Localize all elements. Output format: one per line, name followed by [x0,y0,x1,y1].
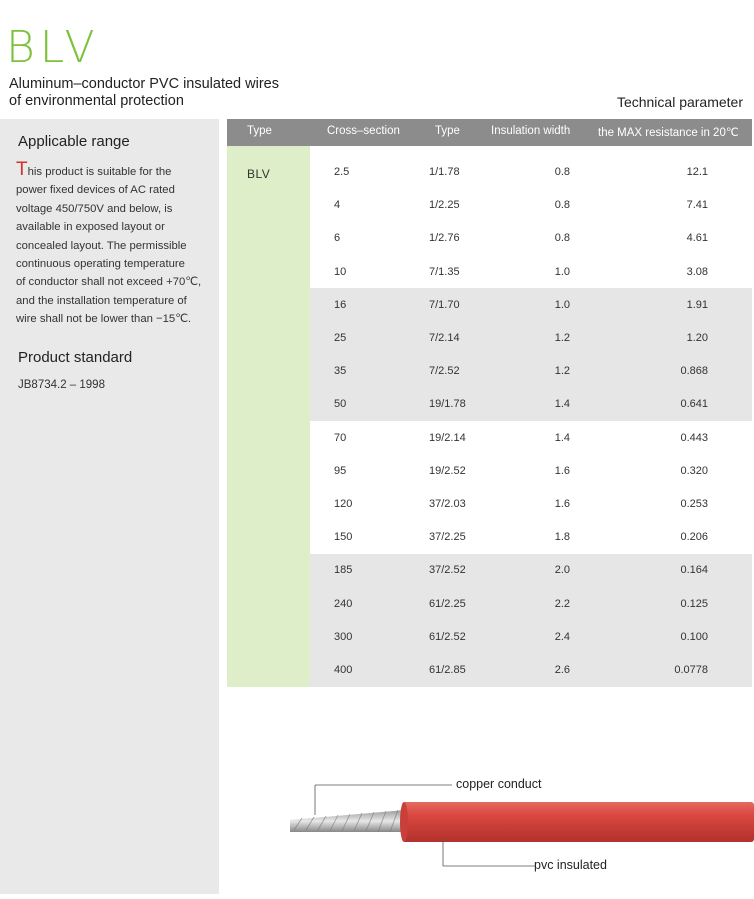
header-type: Type [247,125,272,137]
cell-cross-section: 185 [334,564,353,577]
cell-max-resistance: 0.100 [680,630,708,643]
cell-cross-section: 240 [334,597,353,610]
applicable-range-heading: Applicable range [18,133,130,150]
cell-max-resistance: 0.253 [680,498,708,510]
cell-insulation-width: 2.6 [554,664,570,676]
cell-cross-section: 70 [334,431,347,444]
type-column [227,146,310,687]
cell-max-resistance: 0.206 [680,531,708,544]
intro-line: wire shall not be lower than −15℃. [16,313,192,326]
cell-cross-section: 4 [334,199,341,212]
pvc-insulated-label: pvc insulated [534,858,607,872]
cell-insulation-width: 2.4 [554,630,570,643]
cell-insulation-width: 0.8 [554,166,570,178]
cable-diagram [230,760,754,894]
cell-max-resistance: 0.125 [680,597,708,610]
cell-cross-section: 95 [334,464,347,477]
header-cross-section: Cross–section [327,125,400,137]
cell-type: 7/2.14 [429,332,460,344]
cell-insulation-width: 1.8 [554,531,570,544]
cell-cross-section: 300 [334,630,353,643]
intro-line: concealed layout. The permissible [16,239,187,252]
cell-max-resistance: 0.443 [680,431,708,444]
cell-insulation-width: 0.8 [554,199,570,212]
cell-type: 1/1.78 [429,166,460,178]
cell-max-resistance: 0.868 [680,365,708,378]
cell-max-resistance: 12.1 [686,166,708,178]
cell-cross-section: 16 [334,298,347,311]
cell-type: 1/2.76 [429,232,460,245]
cell-type: 19/2.52 [429,464,466,477]
cell-type: 7/2.52 [429,365,460,378]
cell-max-resistance: 1.91 [686,298,708,311]
cell-type: 61/2.25 [429,597,466,610]
cell-type: 37/2.25 [429,531,466,544]
cell-max-resistance: 4.61 [686,232,708,245]
cell-type: 61/2.85 [429,664,466,676]
subtitle-line-2: of environmental protection [9,93,184,109]
cell-max-resistance: 0.0778 [674,664,708,676]
cell-cross-section: 35 [334,365,347,378]
intro-line: and the installation temperature of [16,294,187,307]
cell-max-resistance: 3.08 [686,265,708,278]
pvc-insulation [402,802,754,842]
cell-type: 37/2.52 [429,564,466,577]
cell-type: 19/2.14 [429,431,466,444]
cell-insulation-width: 1.2 [554,332,570,344]
cell-insulation-width: 1.0 [554,298,570,311]
subtitle-line-1: Aluminum–conductor PVC insulated wires [9,76,279,92]
product-standard-heading: Product standard [18,349,133,366]
cell-max-resistance: 0.641 [680,398,708,411]
header-max-resistance: the MAX resistance in 20℃ [598,127,739,139]
product-subtitle [9,76,279,110]
cell-type: 61/2.52 [429,630,466,643]
header-type-2: Type [435,125,460,137]
cell-insulation-width: 1.4 [554,398,570,411]
copper-conduct-label: copper conduct [456,777,542,791]
intro-line: power fixed devices of AC rated [16,184,175,197]
cell-max-resistance: 0.164 [680,564,708,577]
intro-line: available in exposed layout or [16,221,165,234]
cell-cross-section: 400 [334,664,353,676]
cell-cross-section: 150 [334,531,353,544]
sidebar [0,119,219,894]
intro-line: of conductor shall not exceed +70℃, [16,276,202,289]
cell-cross-section: 10 [334,265,347,278]
table-header [227,119,752,146]
cell-type: 37/2.03 [429,498,466,510]
cell-cross-section: 120 [334,498,353,510]
intro-line [16,159,212,181]
cell-cross-section: 6 [334,232,341,245]
product-title: BLV [6,22,100,73]
drop-cap: T [16,159,28,180]
cell-max-resistance: 1.20 [686,332,708,344]
cell-type: 7/1.70 [429,298,460,311]
type-value: BLV [247,167,271,181]
cell-cross-section: 50 [334,398,347,411]
intro-line: voltage 450/750V and below, is [16,202,173,215]
cell-insulation-width: 2.2 [554,597,570,610]
cell-cross-section: 2.5 [334,166,350,178]
cell-insulation-width: 1.0 [554,265,570,278]
cell-type: 1/2.25 [429,199,460,212]
cell-max-resistance: 0.320 [680,464,708,477]
cell-insulation-width: 1.6 [554,498,570,510]
product-standard-value: JB8734.2 – 1998 [18,379,105,391]
cell-insulation-width: 1.2 [554,365,570,378]
intro-line: continuous operating temperature [16,258,185,271]
cell-insulation-width: 1.4 [554,431,570,444]
header-insulation-width: Insulation width [491,125,571,137]
technical-parameter-heading: Technical parameter [616,94,743,110]
cell-max-resistance: 7.41 [686,199,708,212]
cell-type: 7/1.35 [429,265,460,278]
cell-cross-section: 25 [334,332,347,344]
applicable-range-text [16,159,212,329]
cell-insulation-width: 0.8 [554,232,570,245]
cell-insulation-width: 1.6 [554,464,570,477]
intro-line-text: his product is suitable for the [27,166,172,178]
cell-type: 19/1.78 [429,398,466,411]
cell-insulation-width: 2.0 [554,564,570,577]
